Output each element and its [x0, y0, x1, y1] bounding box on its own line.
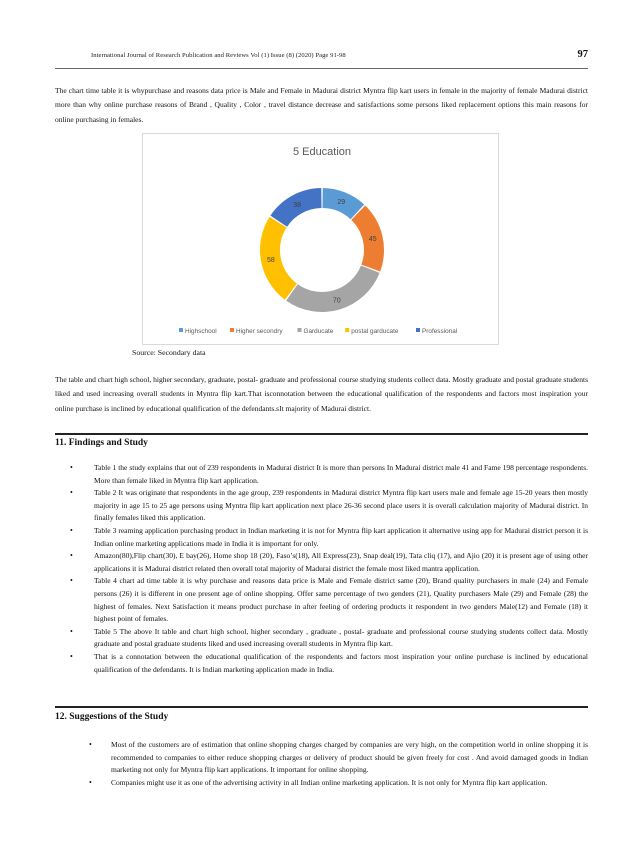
finding-text: That is a connotation between the educational qualification of the respondents and factors most inspiration your online purchase is inclined by educational qualification of the defendants. It is Indian marketing application made in India. — [94, 651, 588, 674]
legend-entry — [230, 328, 283, 335]
after-chart-paragraph: The table and chart high school, higher secondary, graduate, postal- graduate and professional course studying students collect data. Mostly graduate and postal graduate students liked and used increasing overall students in Myntra flip kart.That isconnotation between the educational qualification of the respondents and factors most inspiration your online purchase is inclined by educational qualification of the defendants.sIt majority of Madurai district. — [55, 375, 588, 413]
slice-postal-garducate — [260, 217, 297, 300]
bullet-icon: • — [89, 777, 92, 787]
running-header — [91, 51, 588, 65]
education-doughnut-svg — [143, 134, 498, 344]
bullet-icon: • — [70, 626, 73, 636]
journal-title: International Journal of Research Publication and Reviews Vol (1) Issue (8) (2020) Page 91-98 — [91, 52, 346, 59]
bullet-icon: • — [70, 525, 73, 535]
legend-entry — [416, 328, 457, 335]
bullet-icon: • — [70, 463, 73, 472]
bullet-icon: • — [89, 740, 92, 749]
legend-swatch — [298, 328, 302, 332]
bullet-icon: • — [70, 488, 73, 498]
legend-swatch — [179, 328, 183, 332]
slice-higher-secondry — [351, 206, 384, 272]
data-label: 38 — [293, 201, 302, 209]
list-item — [70, 626, 588, 651]
list-item — [70, 462, 588, 487]
legend-entry — [179, 328, 217, 335]
section-12-rule — [55, 706, 588, 708]
data-label: 70 — [332, 297, 341, 305]
list-item — [89, 739, 588, 777]
education-chart — [142, 133, 499, 345]
data-label: 58 — [266, 256, 275, 264]
finding-text: Table 4 chart ad time table it is why purchase and reasons data price is Male and Female district same (20), Brand quality purchasers in male (24) and Female persons (26) it is different in one present age of online shopping. Offer same percentage of two genders (21), Quality purchasers Male (29) and Female (28) the highest of females. Next Satisfaction it means product purchase in after feeling of ordering products it respondent in two genders Male(12) and Female (18) it highest point of females. — [94, 576, 588, 624]
legend-label: Garducate — [303, 328, 334, 335]
finding-text: Table 3 reaming application purchasing product in Indian marketing it is not for Myntra flip kart application it alternative using app for Madurai district person it is Indian online marketing applications made in India it is important for only. — [94, 525, 588, 548]
legend-label: Higher secondry — [236, 328, 283, 335]
legend-label: Professional — [422, 328, 458, 335]
legend-swatch — [230, 328, 234, 332]
chart-title: 5 Education — [292, 146, 352, 158]
legend-swatch — [416, 328, 420, 332]
list-item — [70, 487, 588, 525]
finding-text: Table 2 It was originate that respondents in the age group, 239 respondents in Madurai district Myntra flip kart users male and female age 15-20 years then mostly majority in age 15 to 25 age persons using Myntra flip kart application next place 26-36 second place users it is overall calculation majority of Madurai district. In finally females liked this application. — [94, 488, 588, 523]
finding-text: Table 5 The above It table and chart high school, higher secondary , graduate , postal- graduate and professional course studying students collect data. Mostly graduate and postal graduate students liked and used increasing overall students in Myntra flip kart. — [94, 626, 588, 649]
section-12-title: 12. Suggestions of the Study — [55, 712, 169, 722]
data-label: 29 — [337, 199, 346, 207]
bullet-icon: • — [70, 651, 73, 661]
suggestion-text: Most of the customers are of estimation that online shopping charges charged by companies are very high, on the competition world in online shopping it is recommended to companies to either reduce shopping charges or delivery of product should be given freely for cost . And avoid damaged goods in Indian marketing not only for Myntra flip kart applications. It important for online shopping. — [111, 740, 588, 775]
suggestion-text: Companies might use it as one of the advertising activity in all Indian online marketing application. It is not only for Myntra flip kart application. — [111, 777, 548, 787]
list-item — [70, 525, 588, 550]
bullet-icon: • — [70, 576, 73, 586]
section-11-rule — [55, 433, 588, 435]
list-item — [70, 550, 588, 575]
legend-entry — [298, 328, 334, 335]
list-item — [89, 777, 588, 790]
header-rule — [55, 68, 588, 69]
list-item — [70, 575, 588, 625]
legend-swatch — [345, 328, 349, 332]
findings-list — [70, 462, 588, 676]
source-note: Source: Secondary data — [132, 348, 206, 357]
slice-garducate — [286, 266, 379, 312]
finding-text: Table 1 the study explains that out of 239 respondents in Madurai district It is more than persons In Madurai district male 41 and Fame 198 percentage respondents. More than female liked in Myntra flip kart application. — [94, 463, 588, 485]
legend-label: postal garducate — [351, 328, 399, 335]
intro-paragraph: The chart time table it is whypurchase and reasons data price is Male and Female in Madurai district Myntra flip kart users in female in the majority of female Madurai district more than why online purchase reasons of Brand , Quality , Color , travel distance decrease and satisfactions some persons liked replacement options this main reasons for online purchasing in females. — [55, 86, 588, 124]
data-label: 45 — [368, 236, 377, 244]
finding-text: Amazon(80),Flip chart(30), E bay(26), Home shop 18 (20), Faso’s(18), All Express(23), Snap deal(19), Tata cliq (17), and Ajio (20) it is present age of using other applications it is Madurai district related then overall total majority of Madurai district the female most liked mantra application. — [94, 551, 588, 573]
legend-entry — [345, 328, 399, 335]
page-number: 97 — [577, 49, 588, 60]
bullet-icon: • — [70, 551, 73, 561]
list-item — [70, 651, 588, 676]
section-11-title: 11. Findings and Study — [55, 438, 148, 448]
legend-label: Highschool — [185, 328, 217, 335]
suggestions-list — [89, 739, 588, 789]
